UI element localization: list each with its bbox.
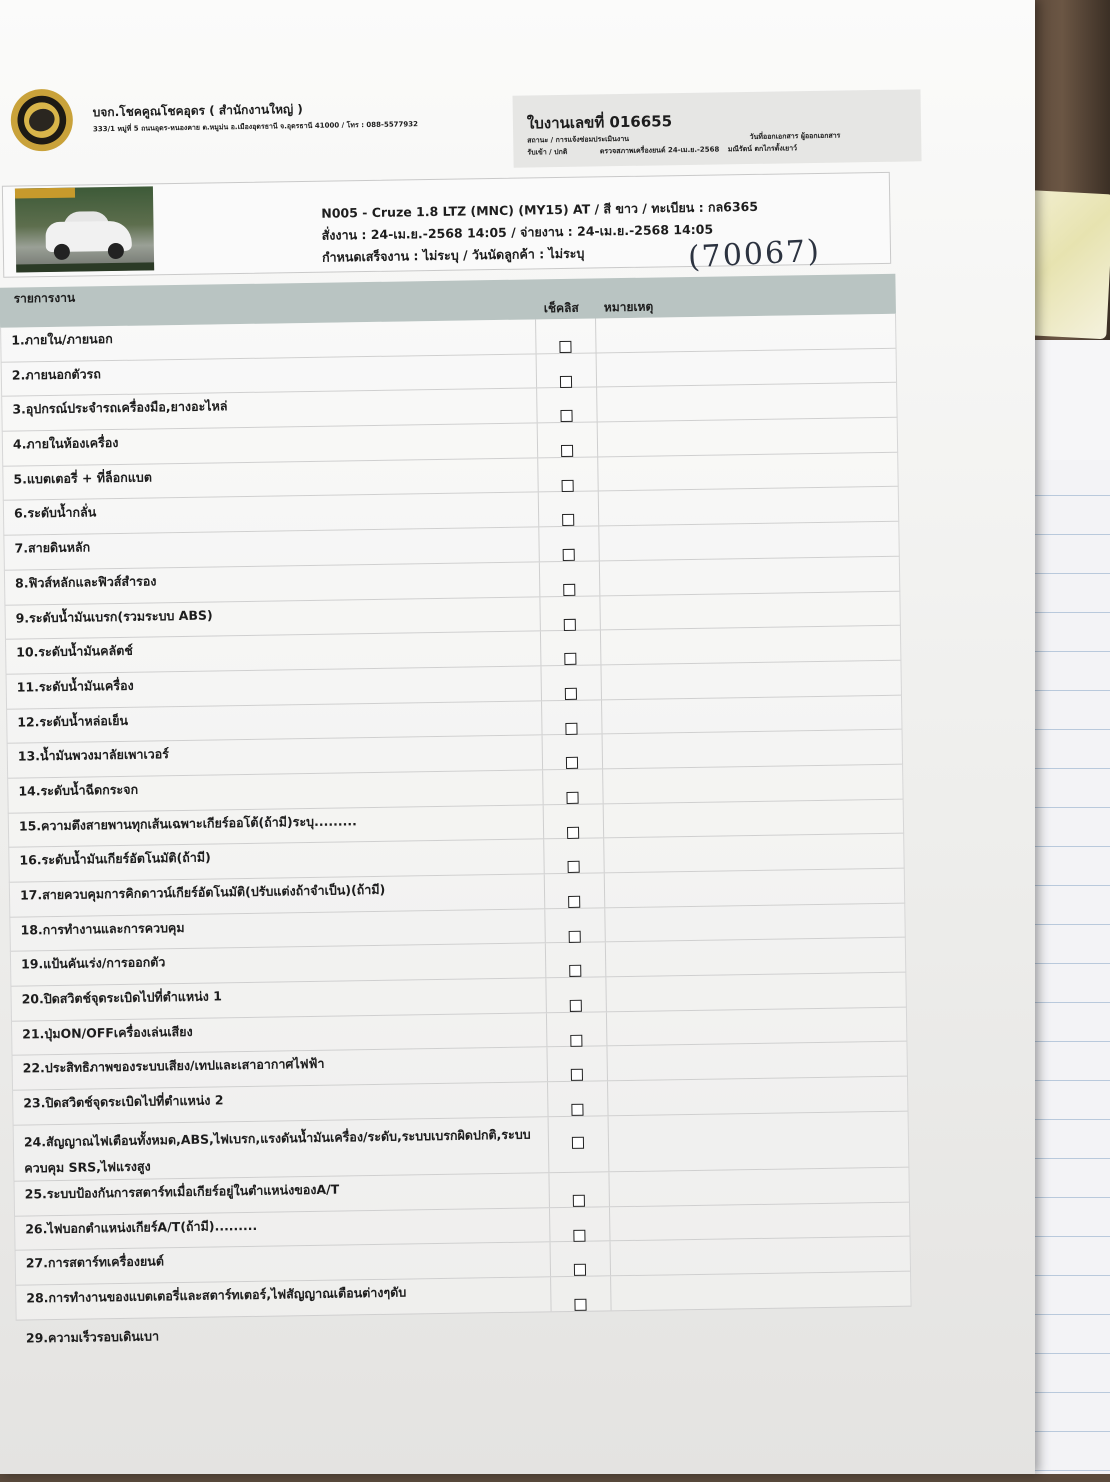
checkbox[interactable] (574, 1264, 586, 1276)
vehicle-info-box (2, 172, 891, 278)
job-status-value: รับเข้า / ปกติ (527, 147, 568, 157)
checkbox[interactable] (572, 1137, 584, 1149)
checkbox[interactable] (564, 653, 576, 665)
vehicle-model: N005 - Cruze 1.8 LTZ (MNC) (MY15) AT / สี ขาว / ทะเบียน : กล6365 (321, 198, 759, 221)
job-info-box (513, 89, 922, 167)
row-label: 9.ระดับน้ำมันเบรก(รวมระบบ ABS) (15, 607, 213, 626)
row-label: 27.การสตาร์ทเครื่องยนต์ (25, 1253, 165, 1271)
checkbox[interactable] (563, 584, 575, 596)
company-name: บจก.โชคคูณโชคอุดร ( สำนักงานใหญ่ ) (92, 102, 303, 120)
job-status-label: สถานะ / การแจ้งซ่อมประเมินงาน (527, 134, 630, 145)
checklist-table (0, 274, 912, 1355)
checkbox[interactable] (560, 410, 572, 422)
checkbox[interactable] (562, 514, 574, 526)
row-label: 6.ระดับน้ำกลั่น (13, 504, 97, 522)
checkbox[interactable] (570, 1000, 582, 1012)
company-address: 333/1 หมู่ที่ 5 ถนนอุดร-หนองคาย ต.หมูม่น อ.เมืองอุดรธานี จ.อุดรธานี 41000 / โทร : 088-5577932 (92, 120, 419, 134)
row-label: 7.สายดินหลัก (14, 539, 91, 556)
job-issue-label: วันที่ออกเอกสาร ผู้ออกเอกสาร (749, 131, 841, 142)
checkbox[interactable] (567, 826, 579, 838)
row-label: 5.แบตเตอรี่ + ที่ล็อกแบต (13, 469, 153, 487)
row-label: 28.การทำงานของแบตเตอรี่และสตาร์ทเตอร์,ไฟสัญญาณเตือนต่างๆดับ (26, 1284, 407, 1306)
row-label: 23.ปิดสวิตช์จุดระเบิดไปที่ตำแหน่ง 2 (23, 1092, 224, 1111)
checkbox[interactable] (561, 445, 573, 457)
row-label: 18.การทำงานและการควบคุม (20, 919, 185, 938)
checkbox[interactable] (571, 1104, 583, 1116)
checkbox[interactable] (564, 618, 576, 630)
handwritten-number: (70067) (687, 233, 822, 276)
row-label: 17.สายควบคุมการคิกดาวน์เกียร์อัตโนมัติ(ปรับแต่งถ้าจำเป็น)(ถ้ามี) (19, 881, 386, 903)
row-label: 10.ระดับน้ำมันคลัตช์ (16, 642, 133, 660)
row-label: 1.ภายใน/ภายนอก (11, 331, 113, 348)
checkbox[interactable] (566, 792, 578, 804)
row-label: 24.สัญญาณไฟเตือนทั้งหมด,ABS,ไฟเบรก,แรงดันน้ำมันเครื่อง/ระดับ,ระบบเบรกผิดปกติ,ระบบควบคุม SRS,ไฟแรงสูง (23, 1126, 531, 1176)
row-label: 29.ความเร็วรอบเดินเบา (25, 1327, 160, 1346)
checkbox[interactable] (559, 341, 571, 353)
company-logo-icon (10, 89, 73, 152)
row-label: 14.ระดับน้ำฉีดกระจก (18, 781, 139, 799)
row-label: 19.แป้นคันเร่ง/การออกตัว (20, 954, 166, 972)
checkbox[interactable] (570, 1034, 582, 1046)
vehicle-dates: สั่งงาน : 24-เม.ย.-2568 14:05 / จ่ายงาน : 24-เม.ย.-2568 14:05 (321, 221, 714, 243)
row-label: 25.ระบบป้องกันการสตาร์ทเมื่อเกียร์อยู่ในตำแหน่งของA/T (24, 1181, 340, 1202)
checkbox[interactable] (568, 861, 580, 873)
checkbox[interactable] (569, 930, 581, 942)
row-label: 21.ปุ่มON/OFFเครื่องเล่นเสียง (22, 1023, 193, 1042)
checkbox[interactable] (574, 1299, 586, 1311)
row-label: 20.ปิดสวิตช์จุดระเบิดไปที่ตำแหน่ง 1 (21, 988, 222, 1007)
row-label: 4.ภายในห้องเครื่อง (12, 435, 119, 452)
checkbox[interactable] (562, 480, 574, 492)
job-number: ใบงานเลขที่ 016655 (526, 112, 673, 133)
header-item: รายการงาน (13, 290, 76, 306)
row-label: 2.ภายนอกตัวรถ (11, 365, 102, 383)
job-inspection-value: ตรวจสภาพเครื่องยนต์ 24-เม.ย.-2568 (599, 145, 720, 156)
table-body (0, 314, 911, 1321)
row-label: 13.น้ำมันพวงมาลัยเพาเวอร์ (17, 746, 170, 764)
car-photo (15, 186, 154, 272)
row-label: 22.ประสิทธิภาพของระบบเสียง/เทปและเสาอากาศไฟฟ้า (22, 1056, 325, 1076)
row-label: 26.ไฟบอกตำแหน่งเกียร์A/T(ถ้ามี)......... (25, 1217, 258, 1237)
checkbox[interactable] (571, 1069, 583, 1081)
header-note: หมายเหตุ (603, 299, 654, 315)
header-check: เช็คลิส (543, 300, 579, 316)
checkbox[interactable] (565, 688, 577, 700)
row-label: 3.อุปกรณ์ประจำรถเครื่องมือ,ยางอะไหล่ (12, 398, 228, 417)
checkbox[interactable] (563, 549, 575, 561)
checkbox[interactable] (573, 1229, 585, 1241)
row-label: 11.ระดับน้ำมันเครื่อง (16, 677, 134, 695)
row-label: 15.ความตึงสายพานทุกเส้นเฉพาะเกียร์ออโต้(ถ้ามี)ระบุ......... (18, 812, 357, 834)
vehicle-deadline: กำหนดเสร็จงาน : ไม่ระบุ / วันนัดลูกค้า : ไม่ระบุ (321, 245, 585, 265)
checkbox[interactable] (565, 722, 577, 734)
job-issuer-value: มณีรัตน์ ตกไกรตั้งเยาว์ (727, 144, 798, 154)
checkbox[interactable] (568, 896, 580, 908)
checkbox[interactable] (566, 757, 578, 769)
row-label: 12.ระดับน้ำหล่อเย็น (17, 712, 129, 730)
row-label: 8.ฟิวส์หลักและฟิวส์สำรอง (14, 573, 157, 591)
checkbox[interactable] (569, 965, 581, 977)
row-label: 16.ระดับน้ำมันเกียร์อัตโนมัติ(ถ้ามี) (19, 849, 211, 868)
checkbox[interactable] (560, 376, 572, 388)
checkbox[interactable] (573, 1195, 585, 1207)
